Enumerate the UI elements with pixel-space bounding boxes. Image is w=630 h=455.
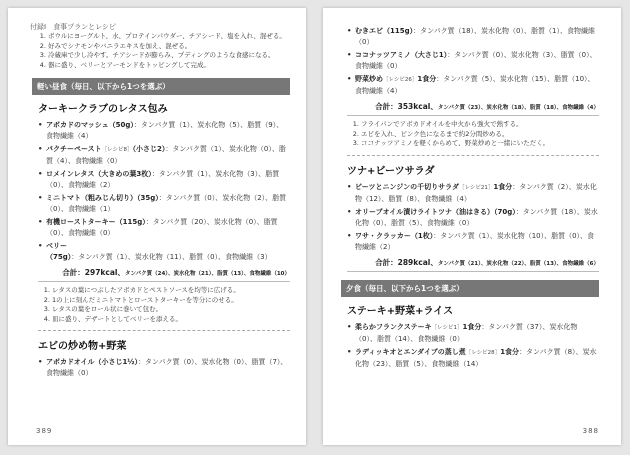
recipe-reference: ［レシピ26］ bbox=[383, 77, 418, 83]
nutrition-total bbox=[38, 267, 290, 282]
ingredients-list bbox=[347, 26, 599, 97]
divider bbox=[347, 155, 599, 156]
ingredients-list bbox=[38, 120, 290, 263]
ingredient-amount: （70g） bbox=[494, 207, 516, 216]
ingredient-nutrition: ：タンパク質（8）、炭水化物（23）、脂質（5）、食物繊維（14） bbox=[355, 347, 597, 368]
ingredient-nutrition: ：タンパク質（1）、炭水化物（0）、脂質（4）、食物繊維（0） bbox=[46, 145, 286, 165]
ingredient-name: 柔らかフランクステーキ bbox=[355, 322, 432, 331]
left-content bbox=[38, 32, 290, 381]
step-item: 4. 皿に盛り、デザートとしてベリーを添える。 bbox=[52, 315, 290, 325]
ingredient-name: むきエビ（115g） bbox=[355, 27, 414, 35]
nutrition-total bbox=[347, 257, 599, 272]
ingredient-nutrition: ：タンパク質（5）、炭水化物（15）、脂質（10）、食物繊維（4） bbox=[355, 75, 595, 95]
total-macros: タンパク質（21）、炭水化物（22）、脂質（13）、食物繊維（6） bbox=[437, 260, 599, 267]
step-item: 4. 器に盛り、ベリーとアーモンドをトッピングして完成。 bbox=[48, 61, 290, 71]
ingredient-amount: 1食分 bbox=[493, 182, 513, 191]
ingredient-item bbox=[347, 347, 599, 370]
ingredient-nutrition: ：タンパク質（0）、炭水化物（3）、脂質（0）、食物繊維（0） bbox=[355, 51, 597, 70]
dinner-band: 夕食（毎日、以下から1つを選ぶ） bbox=[341, 280, 599, 297]
ingredient-item bbox=[38, 120, 290, 142]
ingredient-item bbox=[38, 193, 290, 215]
steps-list bbox=[42, 286, 290, 324]
ingredient-name: ワサ・クラッカー（1枚） bbox=[355, 231, 434, 240]
ingredient-nutrition: ：タンパク質（2）、炭水化物（12）、脂質（8）、食物繊維（4） bbox=[355, 182, 597, 203]
ingredient-item bbox=[38, 217, 290, 239]
ingredient-item bbox=[347, 231, 599, 253]
ingredient-nutrition: ：タンパク質（0）、炭水化物（0）、脂質（7）、食物繊維（0） bbox=[46, 358, 288, 377]
ingredient-nutrition: ：タンパク質（20）、炭水化物（0）、脂質（0）、食物繊維（0） bbox=[46, 218, 278, 237]
recipe-title-tuna: ツナ+ビーツサラダ bbox=[347, 165, 435, 177]
ingredients-list bbox=[347, 182, 599, 253]
lunch-band: 軽い昼食（毎日、以下から1つを選ぶ） bbox=[32, 78, 290, 95]
ingredient-name: ミニトマト（粗みじん切り） bbox=[46, 194, 137, 202]
total-macros: タンパク質（23）、炭水化物（18）、脂質（18）、食物繊維（4） bbox=[437, 105, 599, 111]
ingredient-amount: 1食分 bbox=[462, 322, 482, 331]
total-kcal: 合計：289kcal、 bbox=[375, 257, 438, 267]
ingredient-item bbox=[347, 74, 599, 97]
ingredient-item bbox=[347, 182, 599, 205]
ingredient-name: アボカドオイル（小さじ1½） bbox=[46, 358, 139, 366]
page-number: 389 bbox=[36, 427, 53, 435]
ingredient-name: 有機ローストターキー（115g） bbox=[46, 218, 146, 226]
step-item: 3. ココナッツアミノを軽くからめて、野菜炒めと一緒にいただく。 bbox=[361, 139, 599, 149]
total-kcal: 合計：297kcal、 bbox=[62, 268, 126, 277]
ingredients-list bbox=[38, 357, 290, 379]
recipe-reference: ［レシピ21］ bbox=[459, 184, 494, 191]
divider bbox=[38, 330, 290, 331]
ingredient-nutrition: ：タンパク質（1）、炭水化物（10）、脂質（0）、食物繊維（2） bbox=[355, 231, 595, 251]
ingredient-name: アボカドのマッシュ（50g） bbox=[46, 121, 134, 129]
ingredient-name: オリーブオイル漬けライトツナ（油はきる） bbox=[355, 207, 495, 216]
total-macros: タンパク質（24）、炭水化物（21）、脂質（13）、食物繊維（10） bbox=[125, 271, 290, 277]
ingredient-item bbox=[38, 241, 290, 263]
step-item: 2. 好みでシナモンやバニラエキスを加え、混ぜる。 bbox=[48, 42, 290, 52]
ingredient-nutrition: ：タンパク質（18）、炭水化物（0）、脂質（5）、食物繊維（0） bbox=[355, 207, 598, 227]
ingredient-amount: 1食分 bbox=[417, 75, 437, 83]
step-item: 2. 1の上に刻んだミニトマトとローストターキーを等分にのせる。 bbox=[52, 296, 290, 306]
ingredient-amount: （35g） bbox=[137, 194, 159, 202]
recipe-reference: ［レシピ1］ bbox=[431, 324, 463, 331]
ingredient-name: 野菜炒め bbox=[355, 75, 383, 83]
ingredient-amount: （小さじ2） bbox=[132, 145, 166, 153]
ingredient-nutrition: ：タンパク質（18）、炭水化物（0）、脂質（1）、食物繊維（0） bbox=[355, 27, 595, 46]
step-item: 1. レタスの葉につぶしたアボカドとペストソースを均等に広げる。 bbox=[52, 286, 290, 296]
step-item: 2. エビを入れ、ピンク色になるまで約2分間炒める。 bbox=[361, 130, 599, 140]
ingredient-nutrition: ：タンパク質（37）、炭水化物（0）、脂質（14）、食物繊維（0） bbox=[355, 322, 578, 343]
ingredient-name: ココナッツアミノ（大さじ1） bbox=[355, 51, 448, 59]
right-content bbox=[347, 26, 599, 372]
ingredient-item bbox=[347, 26, 599, 48]
steps-list bbox=[351, 120, 599, 149]
page-number: 388 bbox=[582, 427, 599, 435]
ingredient-nutrition: ：タンパク質（1）、炭水化物（3）、脂質（0）、食物繊維（2） bbox=[46, 170, 280, 189]
ingredient-nutrition: ：タンパク質（0）、炭水化物（2）、脂質（0）、食物繊維（1） bbox=[46, 194, 287, 213]
ingredient-name: ビーツとニンジンの千切りサラダ bbox=[355, 182, 460, 191]
ingredient-item bbox=[347, 207, 599, 229]
ingredient-name: ラディッキオとエンダイブの蒸し煮 bbox=[355, 347, 466, 356]
total-kcal: 合計：353kcal、 bbox=[375, 102, 438, 111]
ingredient-item bbox=[38, 169, 290, 191]
recipe-title-steak: ステーキ+野菜+ライス bbox=[347, 305, 454, 317]
ingredient-name: ロメインレタス（大きめの葉3枚） bbox=[46, 170, 152, 178]
ingredient-name: ベリー（75g） bbox=[46, 242, 72, 261]
ingredient-amount: 1食分 bbox=[500, 347, 520, 356]
ingredients-list bbox=[347, 322, 599, 370]
ingredient-item bbox=[38, 144, 290, 167]
step-item: 1. ボウルにヨーグルト、水、プロテインパウダー、チアシード、塩を入れ、混ぜる。 bbox=[48, 32, 290, 42]
recipe-reference: ［レシピ8］ bbox=[101, 147, 133, 153]
intro-steps-list bbox=[38, 32, 290, 70]
running-header: 付録Ⅰ 食事プランとレシピ bbox=[30, 23, 116, 31]
recipe-reference: ［レシピ28］ bbox=[465, 349, 501, 356]
step-item: 3. レタスの葉をロール状に巻いて包む。 bbox=[52, 305, 290, 315]
left-page bbox=[8, 8, 306, 445]
ingredient-item bbox=[347, 322, 599, 345]
step-item: 1. フライパンでアボカドオイルを中火から強火で熱する。 bbox=[361, 120, 599, 130]
ingredient-item bbox=[38, 357, 290, 379]
recipe-title-turkey-club: ターキークラブのレタス包み bbox=[38, 104, 168, 115]
ingredient-name: バクチーペースト bbox=[46, 145, 102, 153]
right-page bbox=[323, 8, 621, 445]
nutrition-total bbox=[347, 101, 599, 116]
ingredient-item bbox=[347, 50, 599, 72]
recipe-title-shrimp: エビの炒め物+野菜 bbox=[38, 341, 127, 352]
ingredient-nutrition: ：タンパク質（1）、炭水化物（5）、脂質（9）、食物繊維（4） bbox=[46, 121, 284, 140]
ingredient-nutrition: ：タンパク質（1）、炭水化物（11）、脂質（0）、食物繊維（3） bbox=[71, 253, 272, 261]
step-item: 3. 冷蔵庫で少し冷やす。チアシードが膨らみ、プディングのような食感になる。 bbox=[48, 51, 290, 61]
